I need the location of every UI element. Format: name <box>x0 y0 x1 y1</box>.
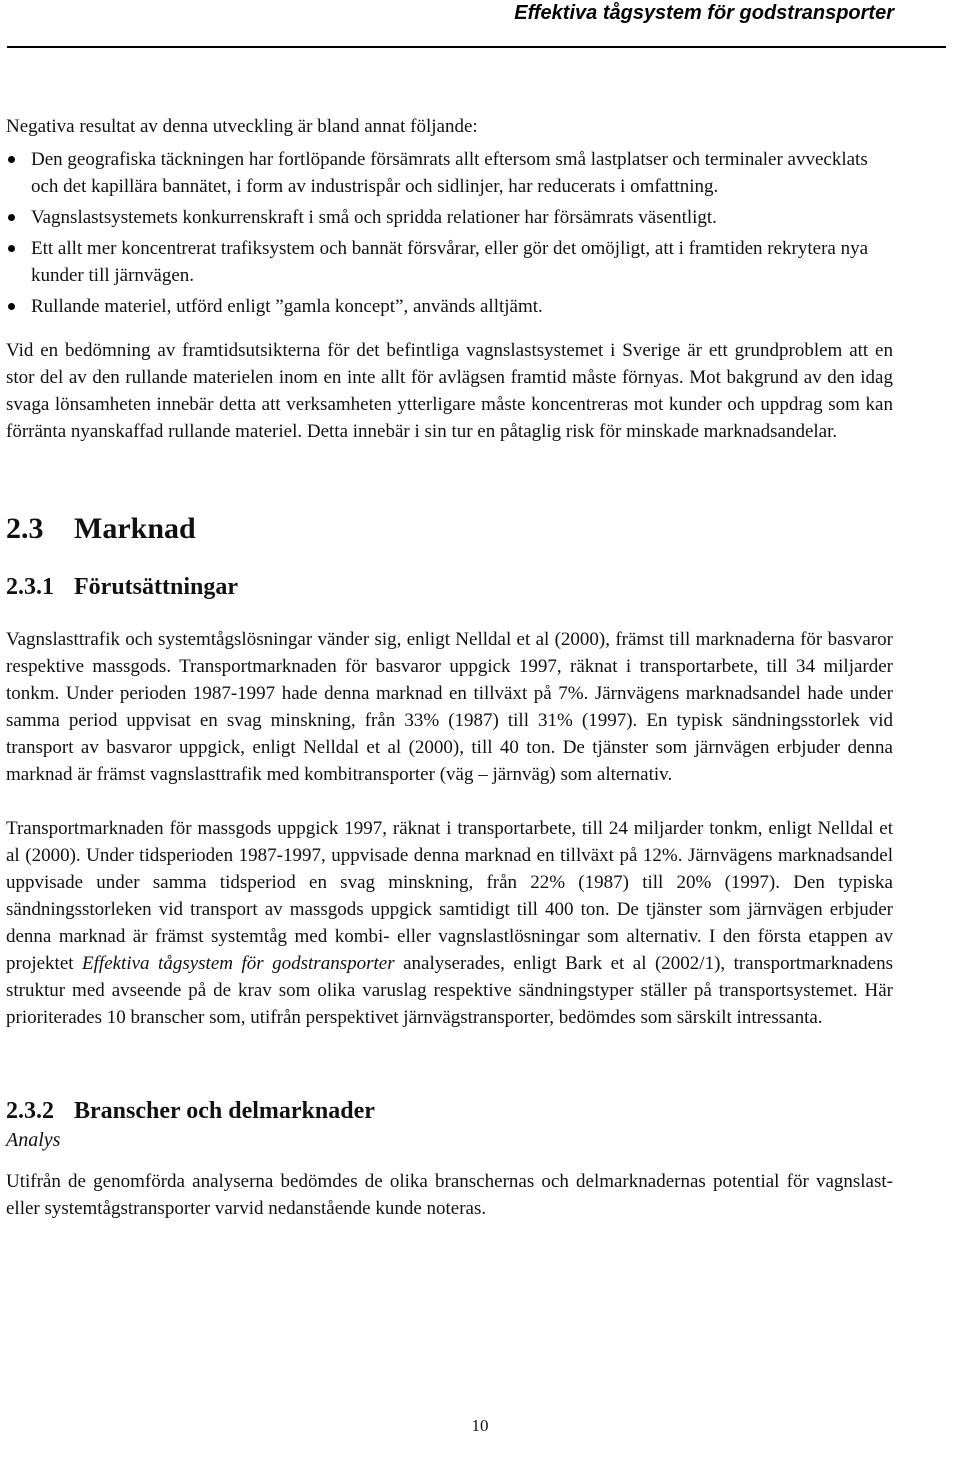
text-run: Transportmarknaden för massgods uppgick 1997, räknat i transportarbete, till 24 miljarder tonkm, enligt Nelldal et al (2000). Under tidsperioden 1987-1997, uppvisade denna marknad en tillväxt på 12%. Järnvägens marknadsandel uppvisade under samma tidsperiod en svag minskning, från 22% (1987) till 20% (1997). Den typiska sändningsstorleken vid transport av massgods uppgick samtidigt till 400 ton. De tjänster som järnvägen erbjuder denna marknad är främst systemtåg med kombi- eller vagnslastlösningar som alternativ. I den första etappen av projektet <box>6 818 893 974</box>
section-title: Marknad <box>74 512 196 545</box>
text-run: analyserades, enligt Bark et al (2002/1), transportmarknadens struktur med avseende på de krav som olika varuslag respektive sändningstyper ställer på transportsystemet. Här prioriterades 10 branscher som, utifrån perspektivet järnvägstransporter, bedömdes som särskilt intressanta. <box>6 953 893 1028</box>
subsection-title: Förutsättningar <box>74 574 238 600</box>
analys-label: Analys <box>6 1129 61 1151</box>
page-content <box>6 113 893 1222</box>
intro-paragraph: Negativa resultat av denna utveckling är bland annat följande: <box>6 116 478 137</box>
bullet-item: Ett allt mer koncentrerat trafiksystem och bannät försvårar, eller gör det omöjligt, att i framtiden rekrytera nya kunder till järnvägen. <box>6 235 893 289</box>
subsection-heading-2 <box>6 1096 893 1126</box>
running-header-title: Effektiva tågsystem för godstransporter <box>514 2 894 24</box>
paragraph-vid-en-bedomning: Vid en bedömning av framtidsutsikterna för det befintliga vagnslastsystemet i Sverige är ett grundproblem att en stor del av den rullande materielen inom en inte allt för avlägsen framtid måste förnyas. Mot bakgrund av den idag svaga lönsamheten innebär detta att verksamheten ytterligare måste koncentreras mot kunder och uppdrag som kan förränta nyanskaffad rullande materiel. Detta innebär i sin tur en påtaglig risk för minskade marknadsandelar. <box>6 340 893 442</box>
page-number: 10 <box>471 1416 489 1435</box>
paragraph-vagnslasttrafik: Vagnslasttrafik och systemtågslösningar vänder sig, enligt Nelldal et al (2000), främst till marknaderna för basvaror respektive massgods. Transportmarknaden för basvaror uppgick 1997, räknat i transportarbete, till 34 miljarder tonkm. Under perioden 1987-1997 hade denna marknad en tillväxt på 7%. Järnvägens marknadsandel hade under samma period uppvisat en svag minskning, från 33% (1987) till 31% (1997). En typisk sändningsstorlek vid transport av basvaror uppgick, enligt Nelldal et al (2000), till 40 ton. De tjänster som järnvägen erbjuder denna marknad är främst vagnslasttrafik med kombitransporter (väg – järnväg) som alternativ. <box>6 629 893 785</box>
paragraph-utifran: Utifrån de genomförda analyserna bedömdes de olika branschernas och delmarknadernas potential för vagnslast- eller systemtågstransporter varvid nedanstående kunde noteras. <box>6 1171 893 1219</box>
bullet-list <box>6 146 893 320</box>
section-heading <box>6 511 893 547</box>
bullet-item: Rullande materiel, utförd enligt ”gamla koncept”, används alltjämt. <box>6 293 893 320</box>
subsection-number: 2.3.2 <box>6 1098 54 1124</box>
subsection-number: 2.3.1 <box>6 574 54 600</box>
bullet-item: Vagnslastsystemets konkurrenskraft i små och spridda relationer har försämrats väsentligt. <box>6 204 893 231</box>
subsection-heading-1 <box>6 572 893 602</box>
subsection-title: Branscher och delmarknader <box>74 1098 375 1124</box>
project-title-reference: Effektiva tågsystem för godstransporter <box>82 953 395 974</box>
header-rule <box>7 46 946 48</box>
section-number: 2.3 <box>6 512 44 545</box>
bullet-item: Den geografiska täckningen har fortlöpande försämrats allt eftersom små lastplatser och terminaler avvecklats och det kapillära bannätet, i form av industrispår och sidlinjer, har reducerats i omfattning. <box>6 146 893 200</box>
paragraph-transportmarknaden <box>6 815 893 1031</box>
